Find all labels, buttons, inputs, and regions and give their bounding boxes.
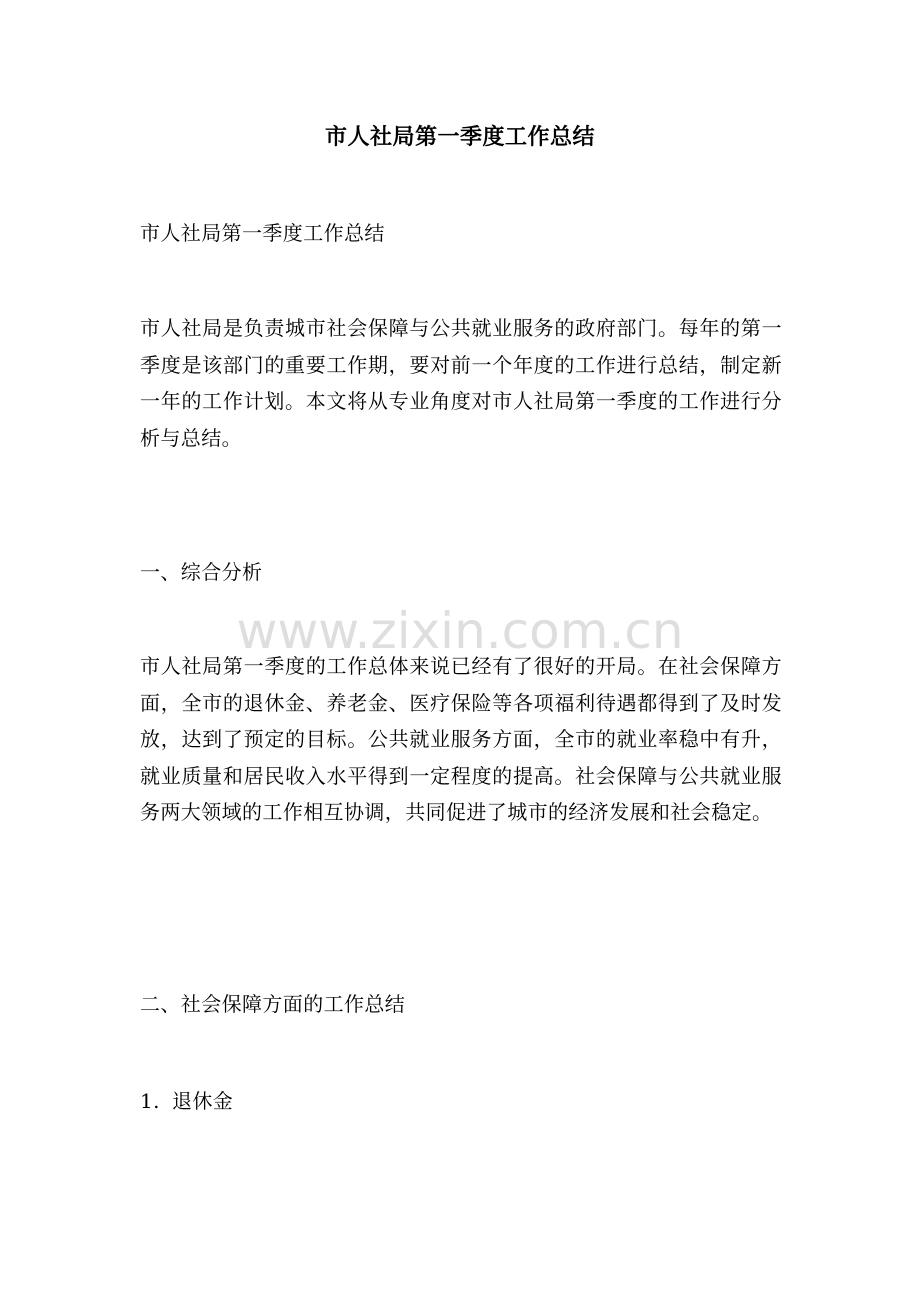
- document-title: 市人社局第一季度工作总结: [324, 124, 595, 150]
- list-item-label: 退休金: [172, 1089, 234, 1113]
- section-paragraph-comprehensive-analysis: 市人社局第一季度的工作总体来说已经有了很好的开局。在社会保障方面，全市的退休金、养老金、医疗保险等各项福利待遇都得到了及时发放，达到了预定的目标。公共就业服务方面，全市的就业率稳中有升，就业质量和居民收入水平得到一定程度的提高。社会保障与公共就业服务两大领域的工作相互协调，共同促进了城市的经济发展和社会稳定。: [140, 654, 782, 824]
- intro-paragraph: 市人社局是负责城市社会保障与公共就业服务的政府部门。每年的第一季度是该部门的重要工作期，要对前一个年度的工作进行总结，制定新一年的工作计划。本文将从专业角度对市人社局第一季度的工作进行分析与总结。: [140, 316, 782, 450]
- list-item-number: 1.: [140, 1089, 160, 1113]
- section-heading-social-security: 二、社会保障方面的工作总结: [140, 992, 406, 1016]
- section-heading-comprehensive-analysis: 一、综合分析: [140, 560, 263, 584]
- document-subtitle: 市人社局第一季度工作总结: [140, 221, 385, 245]
- watermark-text: www.zixin.com.cn: [236, 602, 684, 660]
- list-item-retirement-pension: [140, 1083, 782, 1120]
